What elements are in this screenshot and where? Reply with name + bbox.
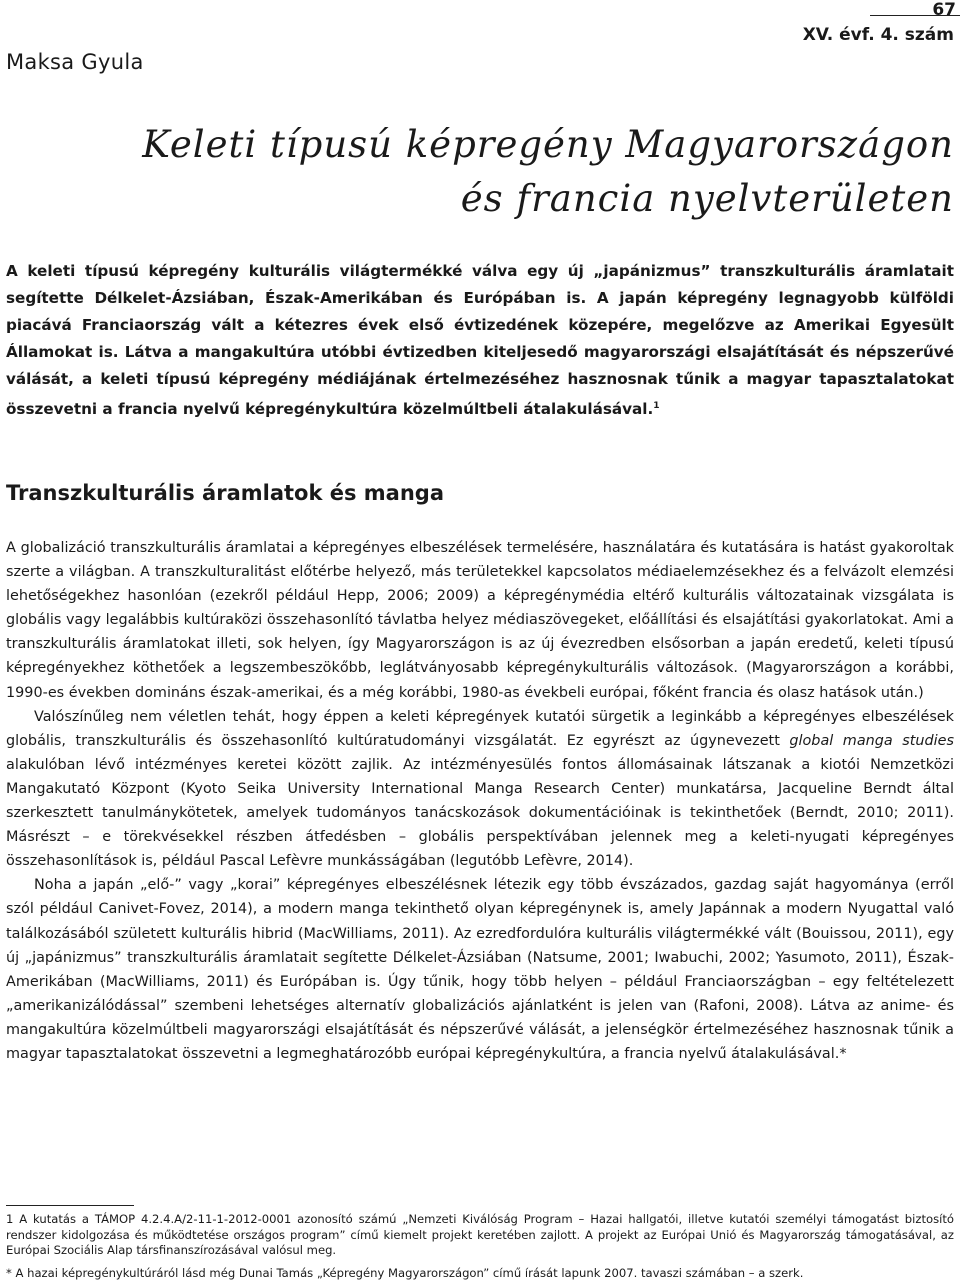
abstract-text: A keleti típusú képregény kulturális világtermékké válva egy új „japánizmus” transzkulturális áramlatait segítette Délkelet-Ázsiában, Észak-Amerikában és Európában is. A japán képregény legnagyobb külföldi piacává Franciaország vált a kétezres évek első évtizedének közepére, megelőzve az Amerikai Egyesült Államokat is. Látva a mangakultúra utóbbi évtizedben kiteljesedő magyarországi elsajátítását és népszerűvé válását, a keleti típusú képregény médiájának értelmezéséhez hasznosnak tűnik a magyar tapasztalatokat összevetni a francia nyelvű képregénykultúra közelmúltbeli átalakulásával. [6,262,954,419]
article-title [142,118,954,226]
body-text [6,536,954,1066]
section-heading: Transzkulturális áramlatok és manga [6,481,445,505]
footnote-rule [6,1205,134,1206]
issue-label: XV. évf. 4. szám [802,25,954,45]
paragraph-2-part-a: Valószínűleg nem véletlen tehát, hogy éppen a keleti képregények kutatói sürgetik a leginkább a képregényes elbeszélések globális, transzkulturális és összehasonlító kultúratudományi vizsgálatát. Ez egyrészt az úgynevezett [6,708,954,749]
paragraph-2 [6,705,954,874]
footnote-1: 1 A kutatás a TÁMOP 4.2.4.A/2-11-1-2012-0001 azonosító számú „Nemzeti Kiválóság Program – Hazai hallgatói, illetve kutatói személyi támogatást biztosító rendszer kidolgozása és működtetése országos program” című kiemelt projekt keretében zajlott. A projekt az Európai Unió és Magyarország támogatásával, az Európai Szociális Alap társfinanszírozásával valósul meg. [6,1212,954,1257]
paragraph-2-emphasis: global manga studies [789,732,954,749]
paragraph-1: A globalizáció transzkulturális áramlatai a képregényes elbeszélések termelésére, használatára és kutatására is hatást gyakoroltak szerte a világban. A transzkulturalitást előtérbe helyező, más területekkel kapcsolatos médiaelemzésekhez és a felvázolt elemzési lehetőségekhez hasonlóan (ezekről például Hepp, 2006; 2009) a képregénymédia eltérő kulturális változatainak vizsgálata is globális vagy legalábbis kultúraközi összehasonlító távlatba helyez médiaszövegeket, előállítási és elsajátítási gyakorlatokat. Ami a transzkulturális áramlatokat illeti, sok helyen, így Magyarországon is az új évezredben elsősorban a japán eredetű, keleti típusú képregényekhez köthetőek a legszembeszökőbb, leglátványosabb képregénykulturális változások. (Magyarországon a korábbi, 1990-es években domináns észak-amerikai, és a még korábbi, 1980-as évekbeli európai, főként francia és olasz hatások után.) [6,540,954,701]
paragraph-2-part-b: alakulóban lévő intézményes keretei között zajlik. Az intézményesülés fontos állomásainak látszanak a kiotói Nemzetközi Mangakutató Központ (Kyoto Seika University International Manga Research Center) munkatársa, Jacqueline Berndt által szerkesztett tanulmánykötetek, amelyek tudományos tanácskozások dokumentációinak is tekinthetőek (Berndt, 2010; 2011). Másrészt – e törekvésekkel részben átfedésben – globális perspektívában jelennek meg a keleti-nyugati képregényes összehasonlítások is, például Pascal Lefèvre munkásságában (legutóbb Lefèvre, 2014). [6,756,954,870]
page-number: 67 [932,0,956,20]
title-line-2: és francia nyelvterületen [460,177,954,220]
header-rule [870,15,960,16]
paragraph-3: Noha a japán „elő-” vagy „korai” képregényes elbeszélésnek létezik egy több évszázados, gazdag saját hagyománya (erről szól például Canivet-Fovez, 2014), a modern manga tekinthető olyan képregénynek is, amely Japánnak a modern Nyugattal való találkozásából született kulturális hibrid (MacWilliams, 2011). Az ezredfordulóra kulturális világtermékké vált (Bouissou, 2011), egy új „japánizmus” transzkulturális áramlatait segítette Délkelet-Ázsiában (Natsume, 2001; Iwabuchi, 2002; Yasumoto, 2011), Észak-Amerikában (MacWilliams, 2011) és Európában is. Úgy tűnik, hogy több helyen – például Franciaországban – egy feltételezett „amerikanizálódással” szembeni lehetséges alternatív globalizációs ajánlatként is jelen van (Rafoni, 2008). Látva az anime- és mangakultúra közelmúltbeli magyarországi elsajátítását és népszerűvé válását, a jelenségkör értelmezéséhez hasznosnak tűnik a magyar tapasztalatokat összevetni a legmeghatározóbb európai képregénykultúra, a francia nyelvű átalakulásával.* [6,877,954,1062]
author-name: Maksa Gyula [6,50,144,74]
footnote-mark: 1 [653,401,660,411]
title-line-1: Keleti típusú képregény Magyarországon [142,123,954,166]
abstract [6,258,954,423]
footnote-star: * A hazai képregénykultúráról lásd még Dunai Tamás „Képregény Magyarországon” című írását lapunk 2007. tavaszi számában – a szerk. [6,1266,804,1280]
